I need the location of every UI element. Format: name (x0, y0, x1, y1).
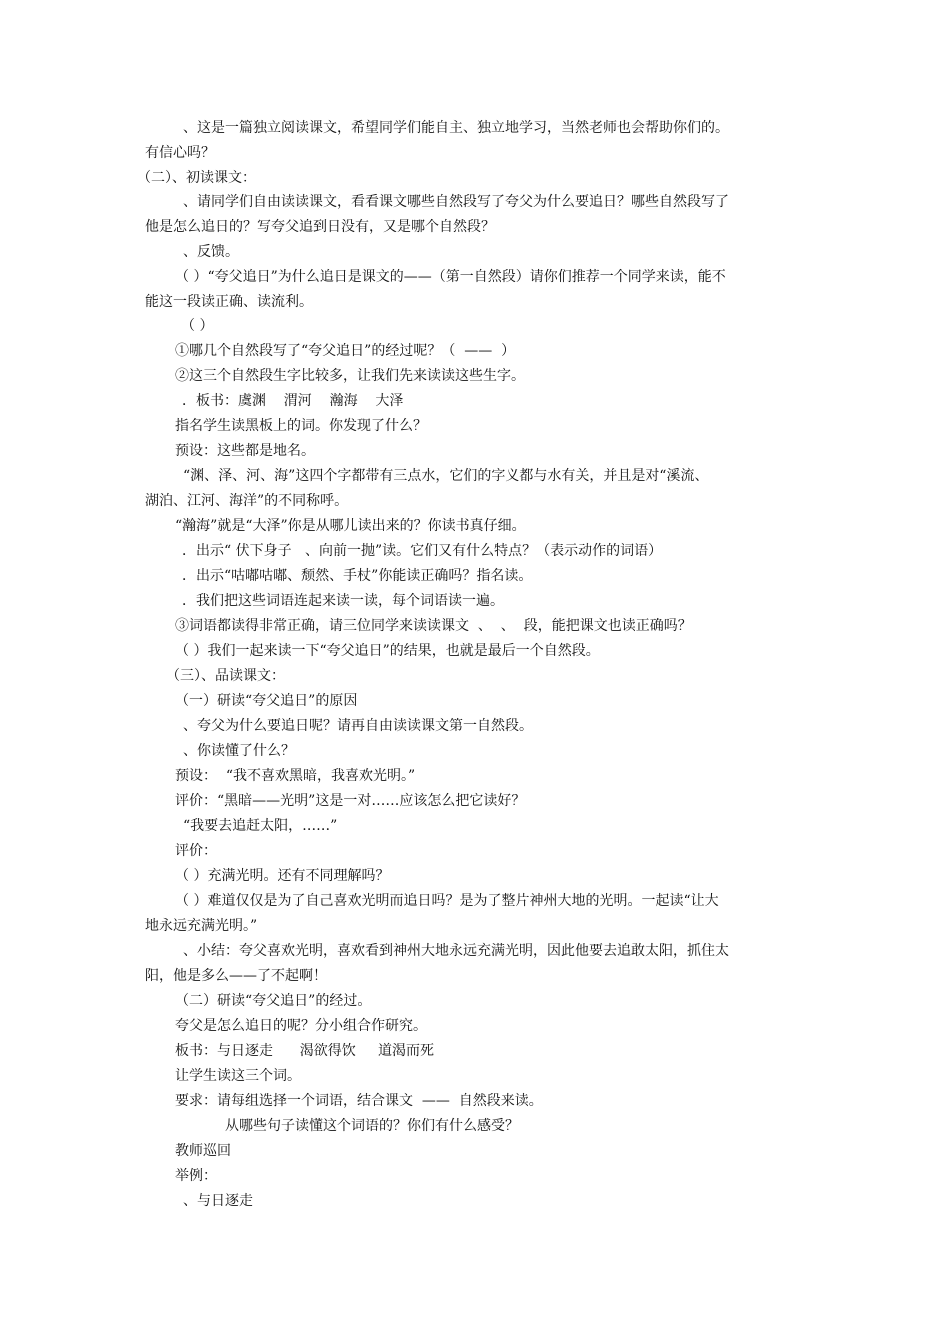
text-line: ．出示“咕嘟咕嘟、颓然、手杖”你能读正确吗？指名读。 (182, 568, 533, 584)
text-line: “渊、泽、河、海”这四个字都带有三点水，它们的字义都与水有关，并且是对“溪流、 (183, 468, 709, 484)
text-line: 、请同学们自由读读课文，看看课文哪些自然段写了夸父为什么要追日？哪些自然段写了 (183, 194, 729, 210)
text-line: “瀚海”就是“大泽”你是从哪儿读出来的？你读书真仔细。 (175, 518, 526, 534)
text-line: 教师巡回 (175, 1143, 231, 1159)
text-line: 、你读懂了什么？ (183, 743, 295, 759)
text-line: 、这是一篇独立阅读课文，希望同学们能自主、独立地学习，当然老师也会帮助你们的。 (183, 120, 729, 136)
text-line: 、夸父为什么要追日呢？请再自由读读课文第一自然段。 (183, 718, 533, 734)
text-line: 指名学生读黑板上的词。你发现了什么？ (175, 418, 427, 434)
text-line: 板书：与日逐走 渴欲得饮 道渴而死 (175, 1043, 434, 1059)
text-line: （ ）难道仅仅是为了自己喜欢光明而追日吗？是为了整片神州大地的光明。一起读“让大 (175, 893, 719, 909)
text-line: 阳，他是多么——了不起啊！ (145, 968, 327, 984)
text-line: （ ）充满光明。还有不同理解吗？ (175, 868, 390, 884)
text-line: ．我们把这些词语连起来读一读，每个词语读一遍。 (182, 593, 504, 609)
text-line: 地永远充满光明。” (145, 918, 258, 934)
text-line: “我要去追赶太阳，……” (183, 818, 338, 834)
text-line: 要求：请每组选择一个词语，结合课文 —— 自然段来读。 (175, 1093, 543, 1109)
text-line: 夸父是怎么追日的呢？分小组合作研究。 (175, 1018, 427, 1034)
text-line: 能这一段读正确、读流利。 (145, 294, 313, 310)
text-line: ①哪几个自然段写了“夸父追日”的经过呢？（ —— ） (175, 343, 516, 359)
text-line: 让学生读这三个词。 (175, 1068, 301, 1084)
text-line: ②这三个自然段生字比较多，让我们先来读读这些生字。 (175, 368, 525, 384)
text-line: ③词语都读得非常正确，请三位同学来读读课文 、 、 段，能把课文也读正确吗？ (175, 618, 692, 634)
subsection-heading: （一）研读“夸父追日”的原因 (175, 693, 358, 709)
text-line: 有信心吗？ (145, 145, 215, 161)
text-line: 他是怎么追日的？写夸父追到日没有，又是哪个自然段？ (145, 219, 495, 235)
section-heading: （三）、品读课文： (166, 668, 285, 684)
text-line: 预设：这些都是地名。 (175, 443, 315, 459)
text-line: 举例： (175, 1168, 217, 1184)
text-line: ．出示“ 伏下身子 、向前一抛”读。它们又有什么特点？（表示动作的词语） (182, 543, 663, 559)
text-line: 评价： (175, 843, 217, 859)
text-line: 、反馈。 (183, 244, 239, 260)
text-line: 评价：“黑暗——光明”这是一对……应该怎么把它读好？ (175, 793, 526, 809)
text-line: 、与日逐走 (183, 1193, 253, 1209)
section-heading: （二）、初读课文： (137, 170, 256, 186)
text-line: ．板书：虞渊 渭河 瀚海 大泽 (182, 393, 404, 409)
text-line: 从哪些句子读懂这个词语的？你们有什么感受？ (225, 1118, 519, 1134)
text-line: 、小结：夸父喜欢光明，喜欢看到神州大地永远充满光明，因此他要去追敢太阳，抓住太 (183, 943, 729, 959)
text-line: （ ）“夸父追日”为什么追日是课文的——（第一自然段）请你们推荐一个同学来读，能不 (175, 269, 726, 285)
subsection-heading: （二）研读“夸父追日”的经过。 (175, 993, 372, 1009)
text-line: 湖泊、江河、海洋”的不同称呼。 (145, 493, 349, 509)
text-line: （ ）我们一起来读一下“夸父追日”的结果，也就是最后一个自然段。 (175, 643, 600, 659)
text-line: 预设： “我不喜欢黑暗，我喜欢光明。” (175, 768, 416, 784)
text-line: （ ） (181, 318, 214, 334)
